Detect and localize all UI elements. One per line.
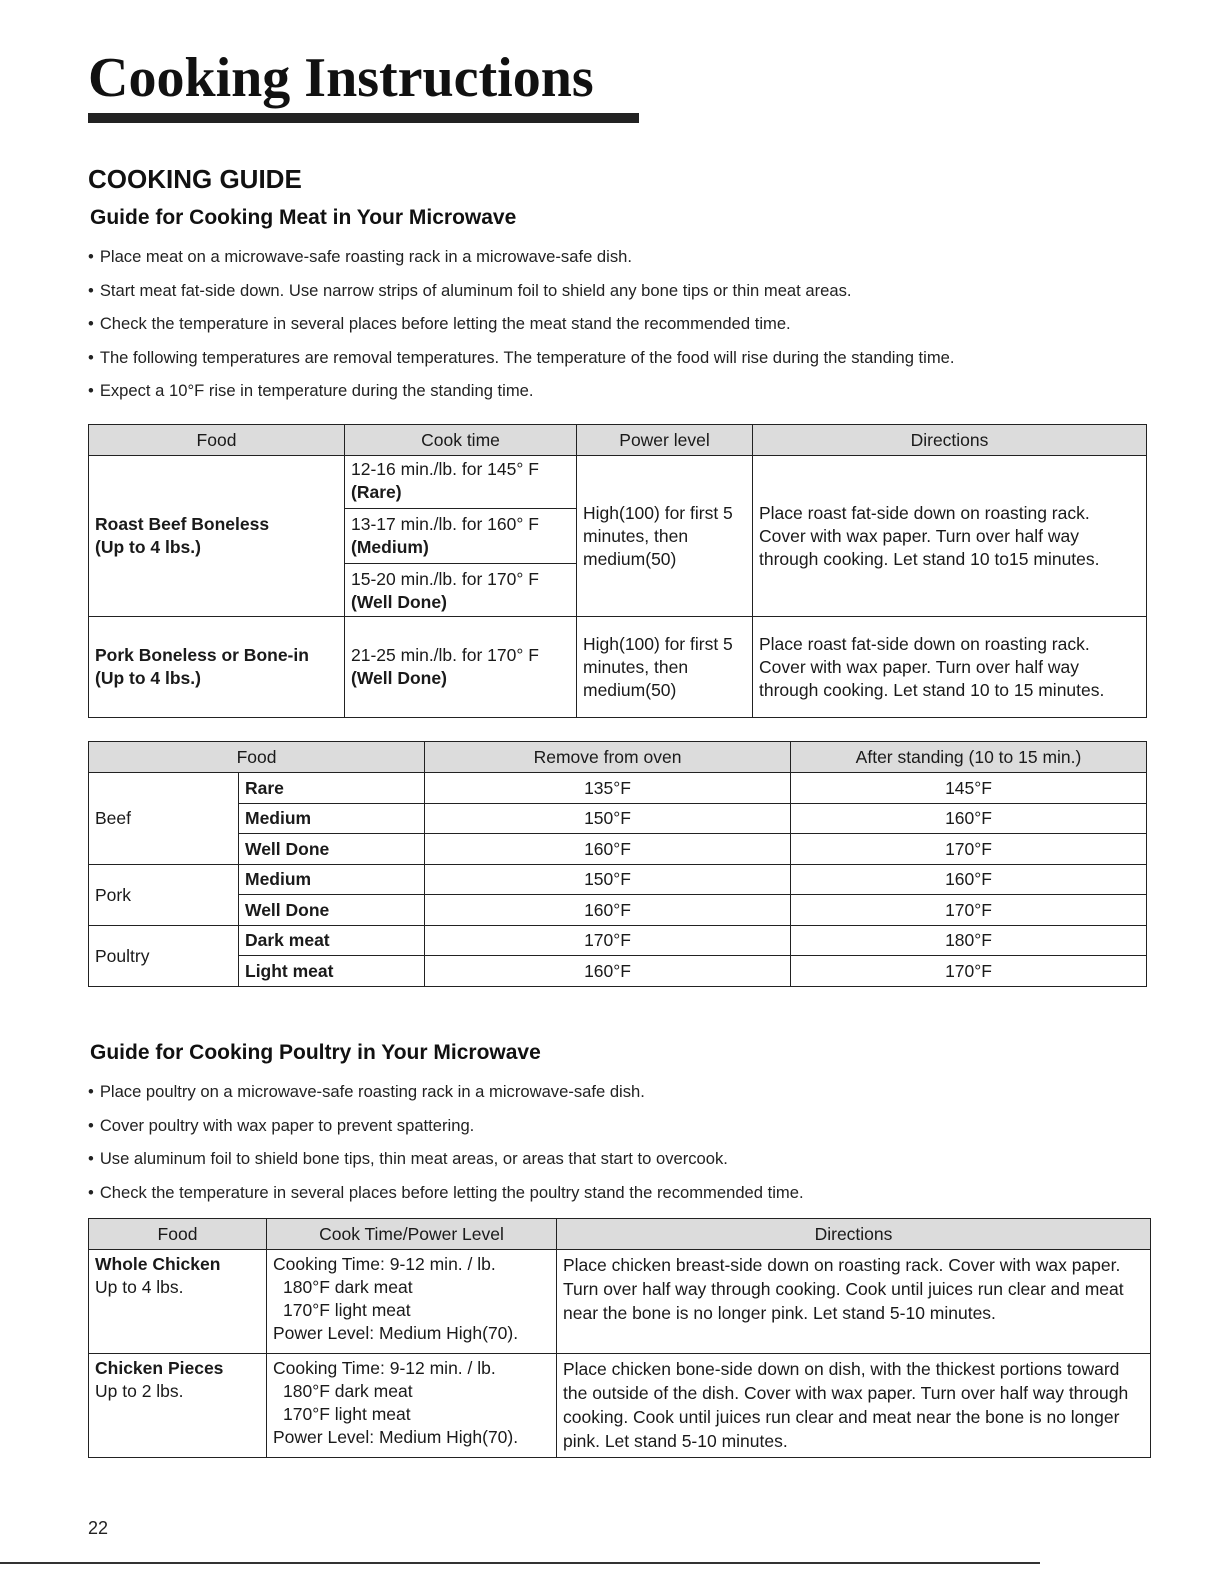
table-row — [89, 456, 1147, 617]
cook-time-cell — [345, 456, 577, 617]
cook-time: 12-16 min./lb. for 145° F — [351, 459, 539, 479]
header-after-standing: After standing (10 to 15 min.) — [791, 742, 1147, 773]
cook-time-cell — [345, 617, 577, 718]
food-cell — [89, 1250, 267, 1354]
food-name: Pork Boneless or Bone-in — [95, 645, 309, 665]
bullet-item: • Check the temperature in several places before letting the poultry stand the recommended time. — [88, 1176, 1158, 1210]
after-temp: 170°F — [791, 895, 1147, 926]
bullet-item: • Cover poultry with wax paper to prevent spattering. — [88, 1109, 1158, 1143]
header-food: Food — [89, 425, 345, 456]
food-cell — [89, 617, 345, 718]
bullet-item: • The following temperatures are removal temperatures. The temperature of the food will rise during the standing time. — [88, 341, 1158, 375]
cook-time-entry — [351, 566, 570, 616]
doneness: Medium — [239, 803, 425, 834]
bullet-item: • Use aluminum foil to shield bone tips, thin meat areas, or areas that start to overcook. — [88, 1142, 1158, 1176]
table-row — [89, 956, 1147, 987]
section-heading: COOKING GUIDE — [88, 164, 302, 194]
doneness: Medium — [239, 864, 425, 895]
remove-temp: 150°F — [425, 864, 791, 895]
table-row — [89, 1354, 1151, 1458]
remove-temp: 160°F — [425, 895, 791, 926]
poultry-guide-bullets — [88, 1075, 1158, 1209]
page-number: 22 — [88, 1518, 109, 1538]
remove-temp: 150°F — [425, 803, 791, 834]
table-row — [89, 773, 1147, 804]
table-header-row — [89, 1219, 1151, 1250]
header-cook-time: Cook time — [345, 425, 577, 456]
bullet-item: • Place meat on a microwave-safe roasting rack in a microwave-safe dish. — [88, 240, 1158, 274]
title-underline — [88, 113, 639, 123]
cook-time: 13-17 min./lb. for 160° F — [351, 514, 539, 534]
temperature-table — [88, 741, 1147, 987]
meat-guide-heading: Guide for Cooking Meat in Your Microwave — [90, 206, 517, 229]
light-meat-temp: 170°F light meat — [283, 1404, 411, 1424]
divider — [345, 508, 576, 509]
doneness: Rare — [239, 773, 425, 804]
food-name: Chicken Pieces — [95, 1358, 224, 1378]
table-row — [89, 1250, 1151, 1354]
directions-cell: Place roast fat-side down on roasting rack. Cover with wax paper. Turn over half way through cooking. Let stand 10 to15 minutes. — [753, 456, 1147, 617]
remove-temp: 160°F — [425, 834, 791, 865]
food-name: Whole Chicken — [95, 1254, 221, 1274]
bullet-item: • Check the temperature in several places before letting the meat stand the recommended time. — [88, 307, 1158, 341]
cooking-time: Cooking Time: 9-12 min. / lb. — [273, 1358, 496, 1378]
food-weight: (Up to 4 lbs.) — [95, 537, 201, 557]
food-cell — [89, 456, 345, 617]
directions-cell: Place chicken breast-side down on roasting rack. Cover with wax paper. Turn over half way through cooking. Cook until juices run clear and meat near the bone is no longer pink. Let stand 5-10 minutes. — [557, 1250, 1151, 1354]
header-food: Food — [89, 742, 425, 773]
food-group-poultry: Poultry — [89, 925, 239, 986]
meat-guide-bullets — [88, 240, 1158, 408]
bullet-item: • Place poultry on a microwave-safe roasting rack in a microwave-safe dish. — [88, 1075, 1158, 1109]
header-remove-from-oven: Remove from oven — [425, 742, 791, 773]
food-weight: Up to 2 lbs. — [95, 1381, 184, 1401]
after-temp: 160°F — [791, 803, 1147, 834]
doneness: Dark meat — [239, 925, 425, 956]
poultry-guide-heading: Guide for Cooking Poultry in Your Microwave — [90, 1041, 541, 1064]
remove-temp: 135°F — [425, 773, 791, 804]
cook-cell — [267, 1354, 557, 1458]
doneness: Well Done — [239, 834, 425, 865]
after-temp: 180°F — [791, 925, 1147, 956]
table-header-row — [89, 425, 1147, 456]
food-group-pork: Pork — [89, 864, 239, 925]
cook-time-entry — [351, 511, 570, 561]
table-row — [89, 895, 1147, 926]
table-row — [89, 864, 1147, 895]
table-header-row — [89, 742, 1147, 773]
poultry-cooking-table — [88, 1218, 1151, 1458]
cooking-time: Cooking Time: 9-12 min. / lb. — [273, 1254, 496, 1274]
power-level: Power Level: Medium High(70). — [273, 1427, 519, 1447]
header-food: Food — [89, 1219, 267, 1250]
cook-cell — [267, 1250, 557, 1354]
doneness: Light meat — [239, 956, 425, 987]
food-name: Roast Beef Boneless — [95, 514, 270, 534]
food-group-beef: Beef — [89, 773, 239, 865]
food-weight: Up to 4 lbs. — [95, 1277, 184, 1297]
header-directions: Directions — [753, 425, 1147, 456]
after-temp: 170°F — [791, 956, 1147, 987]
light-meat-temp: 170°F light meat — [283, 1300, 411, 1320]
meat-cooking-table — [88, 424, 1147, 718]
header-power-level: Power level — [577, 425, 753, 456]
after-temp: 145°F — [791, 773, 1147, 804]
directions-cell: Place roast fat-side down on roasting rack. Cover with wax paper. Turn over half way through cooking. Let stand 10 to 15 minutes. — [753, 617, 1147, 718]
after-temp: 160°F — [791, 864, 1147, 895]
bullet-item: • Expect a 10°F rise in temperature during the standing time. — [88, 374, 1158, 408]
dark-meat-temp: 180°F dark meat — [283, 1277, 413, 1297]
dark-meat-temp: 180°F dark meat — [283, 1381, 413, 1401]
power-level-cell: High(100) for first 5 minutes, then medium(50) — [577, 456, 753, 617]
table-row — [89, 617, 1147, 718]
doneness: (Well Done) — [351, 592, 447, 612]
header-cook-time-power: Cook Time/Power Level — [267, 1219, 557, 1250]
doneness: (Rare) — [351, 482, 402, 502]
table-row — [89, 834, 1147, 865]
doneness: (Medium) — [351, 537, 429, 557]
divider — [345, 563, 576, 564]
cook-time-entry — [351, 456, 570, 506]
bottom-rule — [0, 1562, 1040, 1564]
bullet-item: • Start meat fat-side down. Use narrow strips of aluminum foil to shield any bone tips or thin meat areas. — [88, 274, 1158, 308]
directions-cell: Place chicken bone-side down on dish, with the thickest portions toward the outside of the dish. Cover with wax paper. Turn over half way through cooking. Cook until juices run clear and meat near the bone is no longer pink. Let stand 5-10 minutes. — [557, 1354, 1151, 1458]
food-weight: (Up to 4 lbs.) — [95, 668, 201, 688]
doneness: Well Done — [239, 895, 425, 926]
after-temp: 170°F — [791, 834, 1147, 865]
doneness: (Well Done) — [351, 668, 447, 688]
remove-temp: 170°F — [425, 925, 791, 956]
table-row — [89, 925, 1147, 956]
food-cell — [89, 1354, 267, 1458]
cook-time: 15-20 min./lb. for 170° F — [351, 569, 539, 589]
header-directions: Directions — [557, 1219, 1151, 1250]
power-level-cell: High(100) for first 5 minutes, then medium(50) — [577, 617, 753, 718]
cook-time: 21-25 min./lb. for 170° F — [351, 645, 539, 665]
page-title: Cooking Instructions — [88, 47, 594, 109]
table-row — [89, 803, 1147, 834]
power-level: Power Level: Medium High(70). — [273, 1323, 519, 1343]
remove-temp: 160°F — [425, 956, 791, 987]
